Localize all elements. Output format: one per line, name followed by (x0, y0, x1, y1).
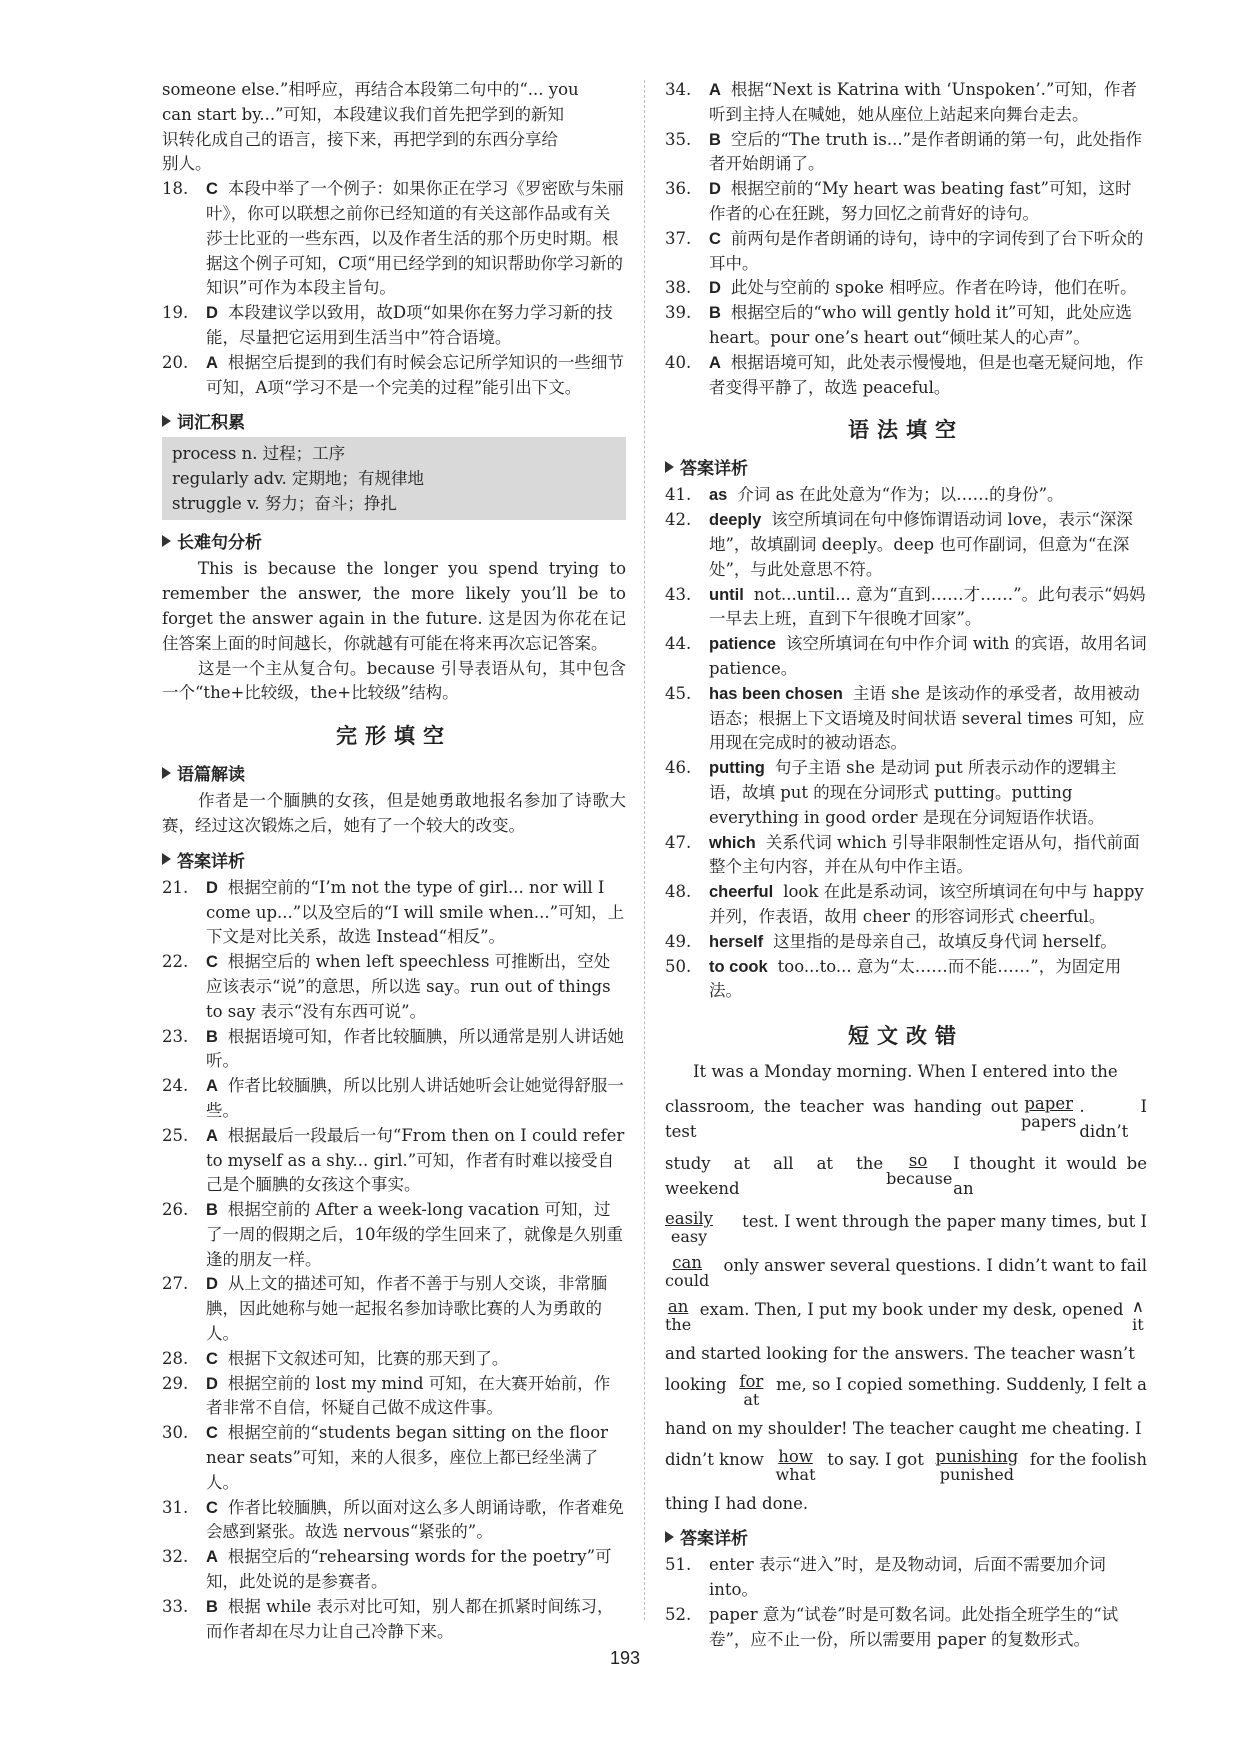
item-number: 40. (665, 352, 692, 372)
item-answer: B (206, 1027, 218, 1046)
item-number: 42. (665, 510, 692, 530)
answer-item (665, 128, 1147, 178)
item-number: 35. (665, 129, 692, 149)
long-sentence-title: 长难句分析 (177, 533, 262, 554)
answer-item (665, 632, 1147, 682)
vocab-item: process n. 过程；工序 (172, 444, 346, 464)
item-explanation: 该空所填词在句中修饰谓语动词 love，表示“深深地”，故填副词 deeply。deep 也可作副词，但意为“在深处”，与此处意思不符。 (709, 510, 1133, 579)
item-answer: C (709, 229, 721, 248)
item-number: 47. (665, 832, 692, 852)
corr-text: didn’t know (665, 1449, 764, 1469)
item-explanation: 本段中举了一个例子：如果你正在学习《罗密欧与朱丽叶》，你可以联想之前你已经知道的有关这部作品或有关莎士比亚的一些东西，以及作者生活的那个历史时期。根据这个例子可知，C项“用已经学到的知识帮助你学习新的知识”可作为本段主旨句。 (206, 179, 624, 298)
item-answer: A (709, 353, 721, 372)
answer-item (665, 955, 1147, 1005)
answer-item (665, 930, 1147, 955)
corr-text: to say. I got (827, 1449, 924, 1469)
item-number: 22. (162, 952, 189, 972)
item-number: 29. (162, 1373, 189, 1393)
corr-text: only answer several questions. I didn’t want to fail (723, 1256, 1147, 1276)
item-answer: A (206, 353, 218, 372)
intro-continuation (162, 78, 626, 177)
corr-right: at (743, 1389, 760, 1409)
answer-item (665, 227, 1147, 277)
corr-line (665, 1254, 1147, 1290)
vocab-item: struggle v. 努力；奋斗；挣扎 (172, 494, 397, 514)
answer-item (665, 301, 1147, 351)
item-number: 18. (162, 179, 189, 199)
item-number: 28. (162, 1348, 189, 1368)
item-explanation: 根据空前的 After a week-long vacation 可知，过了一周的假期之后，10年级的学生回来了，就像是久别重逢的朋友一样。 (206, 1200, 623, 1269)
item-number: 34. (665, 80, 692, 99)
answer-list-51-52 (665, 1553, 1147, 1652)
item-number: 20. (162, 352, 189, 372)
item-answer: C (206, 1498, 218, 1517)
item-answer: B (709, 304, 721, 323)
corr-text: for the foolish (1029, 1449, 1147, 1469)
item-number: 19. (162, 303, 189, 323)
intro-line: someone else.”相呼应，再结合本段第二句中的“... you (162, 80, 579, 99)
corr-right: papers (1021, 1111, 1077, 1131)
corr-line (665, 1095, 1147, 1145)
item-number: 31. (162, 1497, 189, 1517)
item-answer: herself (709, 932, 764, 951)
corr-wrong: easily (665, 1209, 713, 1229)
corr-wrong: paper (1024, 1093, 1073, 1113)
item-explanation: 此处与空前的 spoke 相呼应。作者在吟诗，他们在听。 (730, 278, 1137, 298)
corr-line: thing I had done. (665, 1493, 809, 1513)
item-answer: D (206, 878, 218, 897)
answer-item (665, 756, 1147, 830)
answer-item (665, 508, 1147, 582)
correction-passage (665, 1060, 1147, 1516)
corr-line (665, 1373, 1147, 1409)
item-number: 33. (162, 1596, 189, 1616)
answer-list-21-33 (162, 876, 626, 1645)
answer-item (665, 831, 1147, 881)
answer-item (162, 1595, 626, 1645)
answer-list-41-50 (665, 483, 1147, 1004)
item-number: 37. (665, 228, 692, 248)
item-number: 45. (665, 683, 692, 703)
item-explanation: 根据 while 表示对比可知，别人都在抓紧时间练习，而作者却在尽力让自己冷静下来。 (206, 1596, 614, 1641)
answer-item (162, 1545, 626, 1595)
answers-heading (665, 454, 1147, 479)
corr-text: It was a Monday morning. When I entered (693, 1062, 1053, 1082)
corr-wrong: an (667, 1297, 689, 1317)
item-number: 41. (665, 485, 692, 505)
item-number: 24. (162, 1076, 189, 1096)
vocab-item: regularly adv. 定期地；有规律地 (172, 469, 424, 489)
corr-text: classroom, the teacher was handing out test (665, 1096, 1019, 1141)
item-number: 26. (162, 1200, 189, 1220)
item-answer: A (709, 81, 721, 99)
item-explanation: 前两句是作者朗诵的诗句，诗中的字词传到了台下听众的耳中。 (709, 228, 1144, 273)
reading-heading (162, 760, 626, 785)
item-number: 27. (162, 1274, 189, 1294)
corr-deleted-word: into (1052, 1062, 1086, 1082)
item-answer: C (206, 953, 218, 972)
answer-item (162, 1421, 626, 1495)
answers-title: 答案详析 (177, 851, 245, 872)
item-number: 30. (162, 1423, 189, 1443)
item-explanation: 主语 she 是该动作的承受者，故用被动语态；根据上下文语境及时间状语 several times 可知，应用现在完成时的被动语态。 (709, 683, 1145, 753)
corr-edit (936, 1448, 1019, 1484)
item-explanation: 根据空后的“rehearsing words for the poetry”可知，此处说的是参赛者。 (206, 1547, 612, 1592)
corr-text: looking (665, 1374, 727, 1394)
item-number: 44. (665, 634, 692, 654)
item-explanation: 从上文的描述可知，作者不善于与别人交谈，非常腼腆，因此她称与她一起报名参加诗歌比赛的人为勇敢的人。 (206, 1274, 608, 1344)
corr-edit (776, 1448, 816, 1484)
answer-item (665, 177, 1147, 227)
item-explanation: 根据空后的“who will gently hold it”可知，此处应选 heart。pour one’s heart out“倾吐某人的心声”。 (709, 303, 1132, 347)
item-number: 25. (162, 1125, 189, 1145)
item-answer: B (206, 1597, 218, 1616)
corr-wrong: how (778, 1446, 813, 1466)
corr-line (665, 1298, 1147, 1334)
answers-heading (162, 847, 626, 872)
answer-item (162, 177, 626, 301)
answer-list-18-20 (162, 177, 626, 400)
corr-line: hand on my shoulder! The teacher caught me cheating. I (665, 1418, 1142, 1438)
item-answer: to cook (709, 957, 768, 976)
answer-item (665, 1553, 1147, 1603)
reading-title: 语篇解读 (177, 765, 245, 786)
item-explanation: 根据语境可知，此处表示慢慢地，但是也毫无疑问地，作者变得平静了，故选 peaceful。 (709, 352, 1144, 397)
item-number: 51. (665, 1555, 692, 1575)
grammar-title: 语法填空 (848, 418, 964, 443)
item-number: 52. (665, 1605, 692, 1625)
item-answer: patience (709, 635, 776, 654)
item-explanation: 作者比较腼腆，所以比别人讲话她听会让她觉得舒服一些。 (206, 1076, 624, 1120)
corr-text: test. I went through the paper many times, but I (742, 1212, 1147, 1232)
item-answer: as (709, 486, 728, 505)
left-column (162, 78, 626, 1644)
answer-item (665, 351, 1147, 401)
item-number: 46. (665, 758, 692, 778)
item-explanation: 根据语境可知，作者比较腼腆，所以通常是别人讲话她听。 (206, 1026, 624, 1071)
corr-insert (1132, 1298, 1144, 1334)
right-column (665, 78, 1147, 1653)
answer-item (162, 1074, 626, 1124)
corr-right: because (886, 1169, 953, 1189)
item-explanation: 根据空后提到的我们有时候会忘记所学知识的一些细节可知，A项“学习不是一个完美的过程”能引出下文。 (206, 352, 624, 397)
item-number: 23. (162, 1026, 189, 1046)
item-explanation: 句子主语 she 是动词 put 所表示动作的逻辑主语，故填 put 的现在分词形式 putting。putting everything in good order 是现在分词短语作状语。 (709, 758, 1117, 827)
corr-right: the (665, 1315, 692, 1335)
item-explanation: 根据空前的“students began sitting on the floor near seats”可知，来的人很多，座位上都已经坐满了人。 (206, 1423, 609, 1492)
answer-item (162, 1347, 626, 1372)
intro-line: 识转化成自己的语言，接下来，再把学到的东西分享给 (162, 129, 558, 149)
corr-line: and started looking for the answers. The teacher wasn’t (665, 1344, 1135, 1364)
item-answer: D (206, 304, 218, 323)
corr-edit (739, 1373, 763, 1409)
item-explanation: not...until... 意为“直到……才……”。此句表示“妈妈一早去上班，直到下午很晚才回家”。 (709, 584, 1146, 629)
item-answer: has been chosen (709, 684, 843, 703)
page-number: 193 (609, 1648, 641, 1668)
triangle-icon (665, 1531, 674, 1543)
corr-line (665, 1448, 1147, 1484)
item-answer: cheerful (709, 883, 774, 902)
item-answer: D (206, 1275, 218, 1294)
item-answer: C (206, 1424, 218, 1443)
corr-text: . I didn’t (1079, 1096, 1147, 1141)
corr-wrong: so (908, 1151, 928, 1171)
answer-item (162, 301, 626, 351)
corr-right: punished (939, 1464, 1014, 1484)
corr-line (665, 1152, 1147, 1202)
item-explanation: 根据“Next is Katrina with ‘Unspoken’.”可知，作者听到主持人在喊她，她从座位上站起来向舞台走去。 (709, 80, 1137, 124)
answer-item (162, 351, 626, 401)
triangle-icon (665, 461, 674, 473)
intro-line: 别人。 (162, 154, 212, 174)
item-answer: A (206, 1548, 218, 1567)
item-answer: putting (709, 759, 765, 778)
item-explanation: 根据空前的 lost my mind 可知，在大赛开始前，作者非常不自信，怀疑自己做不成这件事。 (206, 1373, 611, 1418)
item-number: 32. (162, 1547, 189, 1567)
long-sentence-text: This is because the longer you spend trying to remember the answer, the more likely you’ll be to forget the answer again in the future. 这是因为你花在记住答案上面的时间越长，你就越有可能在将来再次忘记答案。 (162, 559, 626, 653)
item-answer: C (206, 1349, 218, 1368)
item-number: 49. (665, 931, 692, 951)
item-explanation: 这里指的是母亲自己，故填反身代词 herself。 (773, 931, 1117, 951)
reading-summary: 作者是一个腼腆的女孩，但是她勇敢地报名参加了诗歌大赛，经过这次锻炼之后，她有了一个较大的改变。 (162, 791, 626, 835)
intro-line: can start by...”可知，本段建议我们首先把学到的新知 (162, 104, 565, 124)
triangle-icon (162, 535, 171, 547)
item-explanation: 空后的“The truth is...”是作者朗诵的第一句，此处指作者开始朗诵了。 (709, 129, 1143, 174)
corr-line (665, 1210, 1147, 1246)
corr-wrong: punishing (935, 1446, 1019, 1466)
item-answer: D (709, 180, 721, 199)
corr-right: could (665, 1271, 710, 1291)
corr-right: what (775, 1464, 816, 1484)
item-answer: D (709, 279, 721, 298)
answer-item (162, 1198, 626, 1272)
caret-icon: ∧ (1131, 1297, 1144, 1317)
item-answer: B (709, 130, 721, 149)
corr-edit (1021, 1095, 1076, 1131)
item-number: 21. (162, 877, 189, 897)
answer-item (162, 1025, 626, 1075)
corr-text: me, so I copied something. Suddenly, I felt a (776, 1374, 1147, 1394)
item-explanation: 根据最后一段最后一句“From then on I could refer to myself as a shy... girl.”可知，作者有时难以接受自己是个腼腆的女孩这个事实。 (206, 1125, 625, 1195)
column-divider (644, 80, 645, 1620)
answer-item (162, 1372, 626, 1422)
long-sentence-heading (162, 528, 626, 553)
answer-item (162, 876, 626, 950)
item-explanation: 作者比较腼腆，所以面对这么多人朗诵诗歌，作者难免会感到紧张。故选 nervous“紧张的”。 (206, 1497, 624, 1542)
item-number: 48. (665, 882, 692, 902)
corr-text: study at all at the weekend (665, 1154, 884, 1199)
answer-item (665, 583, 1147, 633)
triangle-icon (162, 415, 171, 427)
corr-text: I thought it would be an (953, 1154, 1147, 1199)
item-explanation: enter 表示“进入”时，是及物动词，后面不需要加介词 into。 (709, 1555, 1106, 1600)
correction-title: 短文改错 (848, 1024, 964, 1049)
answer-item (665, 483, 1147, 508)
item-explanation: paper 意为“试卷”时是可数名词。此处指全班学生的“试卷”，应不止一份，所以需要用 paper 的复数形式。 (709, 1605, 1119, 1649)
answer-item (162, 1496, 626, 1546)
answer-item (665, 682, 1147, 756)
answers-heading (665, 1524, 1147, 1549)
item-explanation: look 在此是系动词，该空所填词在句中与 happy 并列，作表语，故用 cheer 的形容词形式 cheerful。 (709, 882, 1144, 926)
item-explanation: 根据空前的“I’m not the type of girl... nor will I come up...”以及空后的“I will smile when...”可知，上下文是对比关系，故选 Instead“相反”。 (206, 877, 625, 947)
item-explanation: 该空所填词在句中作介词 with 的宾语，故用名词 patience。 (709, 634, 1147, 678)
item-explanation: 关系代词 which 引导非限制性定语从句，指代前面整个主句内容，并在从句中作主语。 (709, 832, 1140, 877)
answers-title: 答案详析 (680, 1529, 748, 1550)
answer-item (665, 880, 1147, 930)
item-answer: A (206, 1077, 218, 1096)
item-explanation: 根据空后的 when left speechless 可推断出，空处应该表示“说”的意思，所以选 say。run out of things to say 表示“没有东西可说”。 (206, 952, 611, 1021)
item-number: 43. (665, 584, 692, 604)
answer-item (162, 950, 626, 1024)
item-answer: which (709, 833, 756, 852)
corr-right: it (1132, 1315, 1144, 1335)
corr-wrong: can (672, 1253, 702, 1273)
cloze-title: 完形填空 (336, 724, 452, 749)
corr-wrong: for (739, 1371, 764, 1391)
item-answer: deeply (709, 511, 762, 530)
answer-item (162, 1272, 626, 1346)
triangle-icon (162, 853, 171, 865)
item-explanation: 本段建议学以致用，故D项“如果你在努力学习新的技能，尽量把它运用到生活当中”符合语境。 (206, 303, 613, 347)
corr-right: easy (670, 1227, 708, 1247)
item-answer: A (206, 1126, 218, 1145)
item-answer: until (709, 585, 744, 604)
item-answer: D (206, 1374, 218, 1393)
long-sentence-analysis: 这是一个主从复合句。because 引导表语从句，其中包含一个“the+比较级，the+比较级”结构。 (162, 658, 626, 703)
corr-edit (665, 1210, 713, 1246)
corr-text: the (1085, 1062, 1118, 1082)
vocab-box (162, 437, 626, 520)
answer-item (162, 1124, 626, 1198)
vocab-heading (162, 408, 626, 433)
item-number: 50. (665, 956, 692, 976)
corr-edit (665, 1298, 691, 1334)
answers-title: 答案详析 (680, 459, 748, 480)
item-answer: C (206, 180, 218, 199)
corr-text: exam. Then, I put my book under my desk, opened (699, 1300, 1124, 1320)
answer-item (665, 1603, 1147, 1653)
item-number: 39. (665, 303, 692, 323)
item-explanation: 介词 as 在此处意为“作为；以……的身份”。 (737, 485, 1064, 505)
triangle-icon (162, 767, 171, 779)
corr-edit (665, 1254, 709, 1290)
item-number: 36. (665, 179, 692, 199)
corr-edit (886, 1151, 953, 1189)
item-explanation: 根据空前的“My heart was beating fast”可知，这时作者的心在狂跳，努力回忆之前背好的诗句。 (709, 179, 1132, 223)
item-number: 38. (665, 278, 692, 298)
answer-list-34-40 (665, 78, 1147, 400)
item-explanation: 根据下文叙述可知，比赛的那天到了。 (227, 1348, 509, 1368)
item-answer: B (206, 1201, 218, 1220)
answer-item (665, 78, 1147, 128)
vocab-title: 词汇积累 (177, 413, 245, 434)
answer-item (665, 276, 1147, 301)
item-explanation: too...to... 意为“太……而不能……”，为固定用法。 (709, 956, 1122, 1001)
